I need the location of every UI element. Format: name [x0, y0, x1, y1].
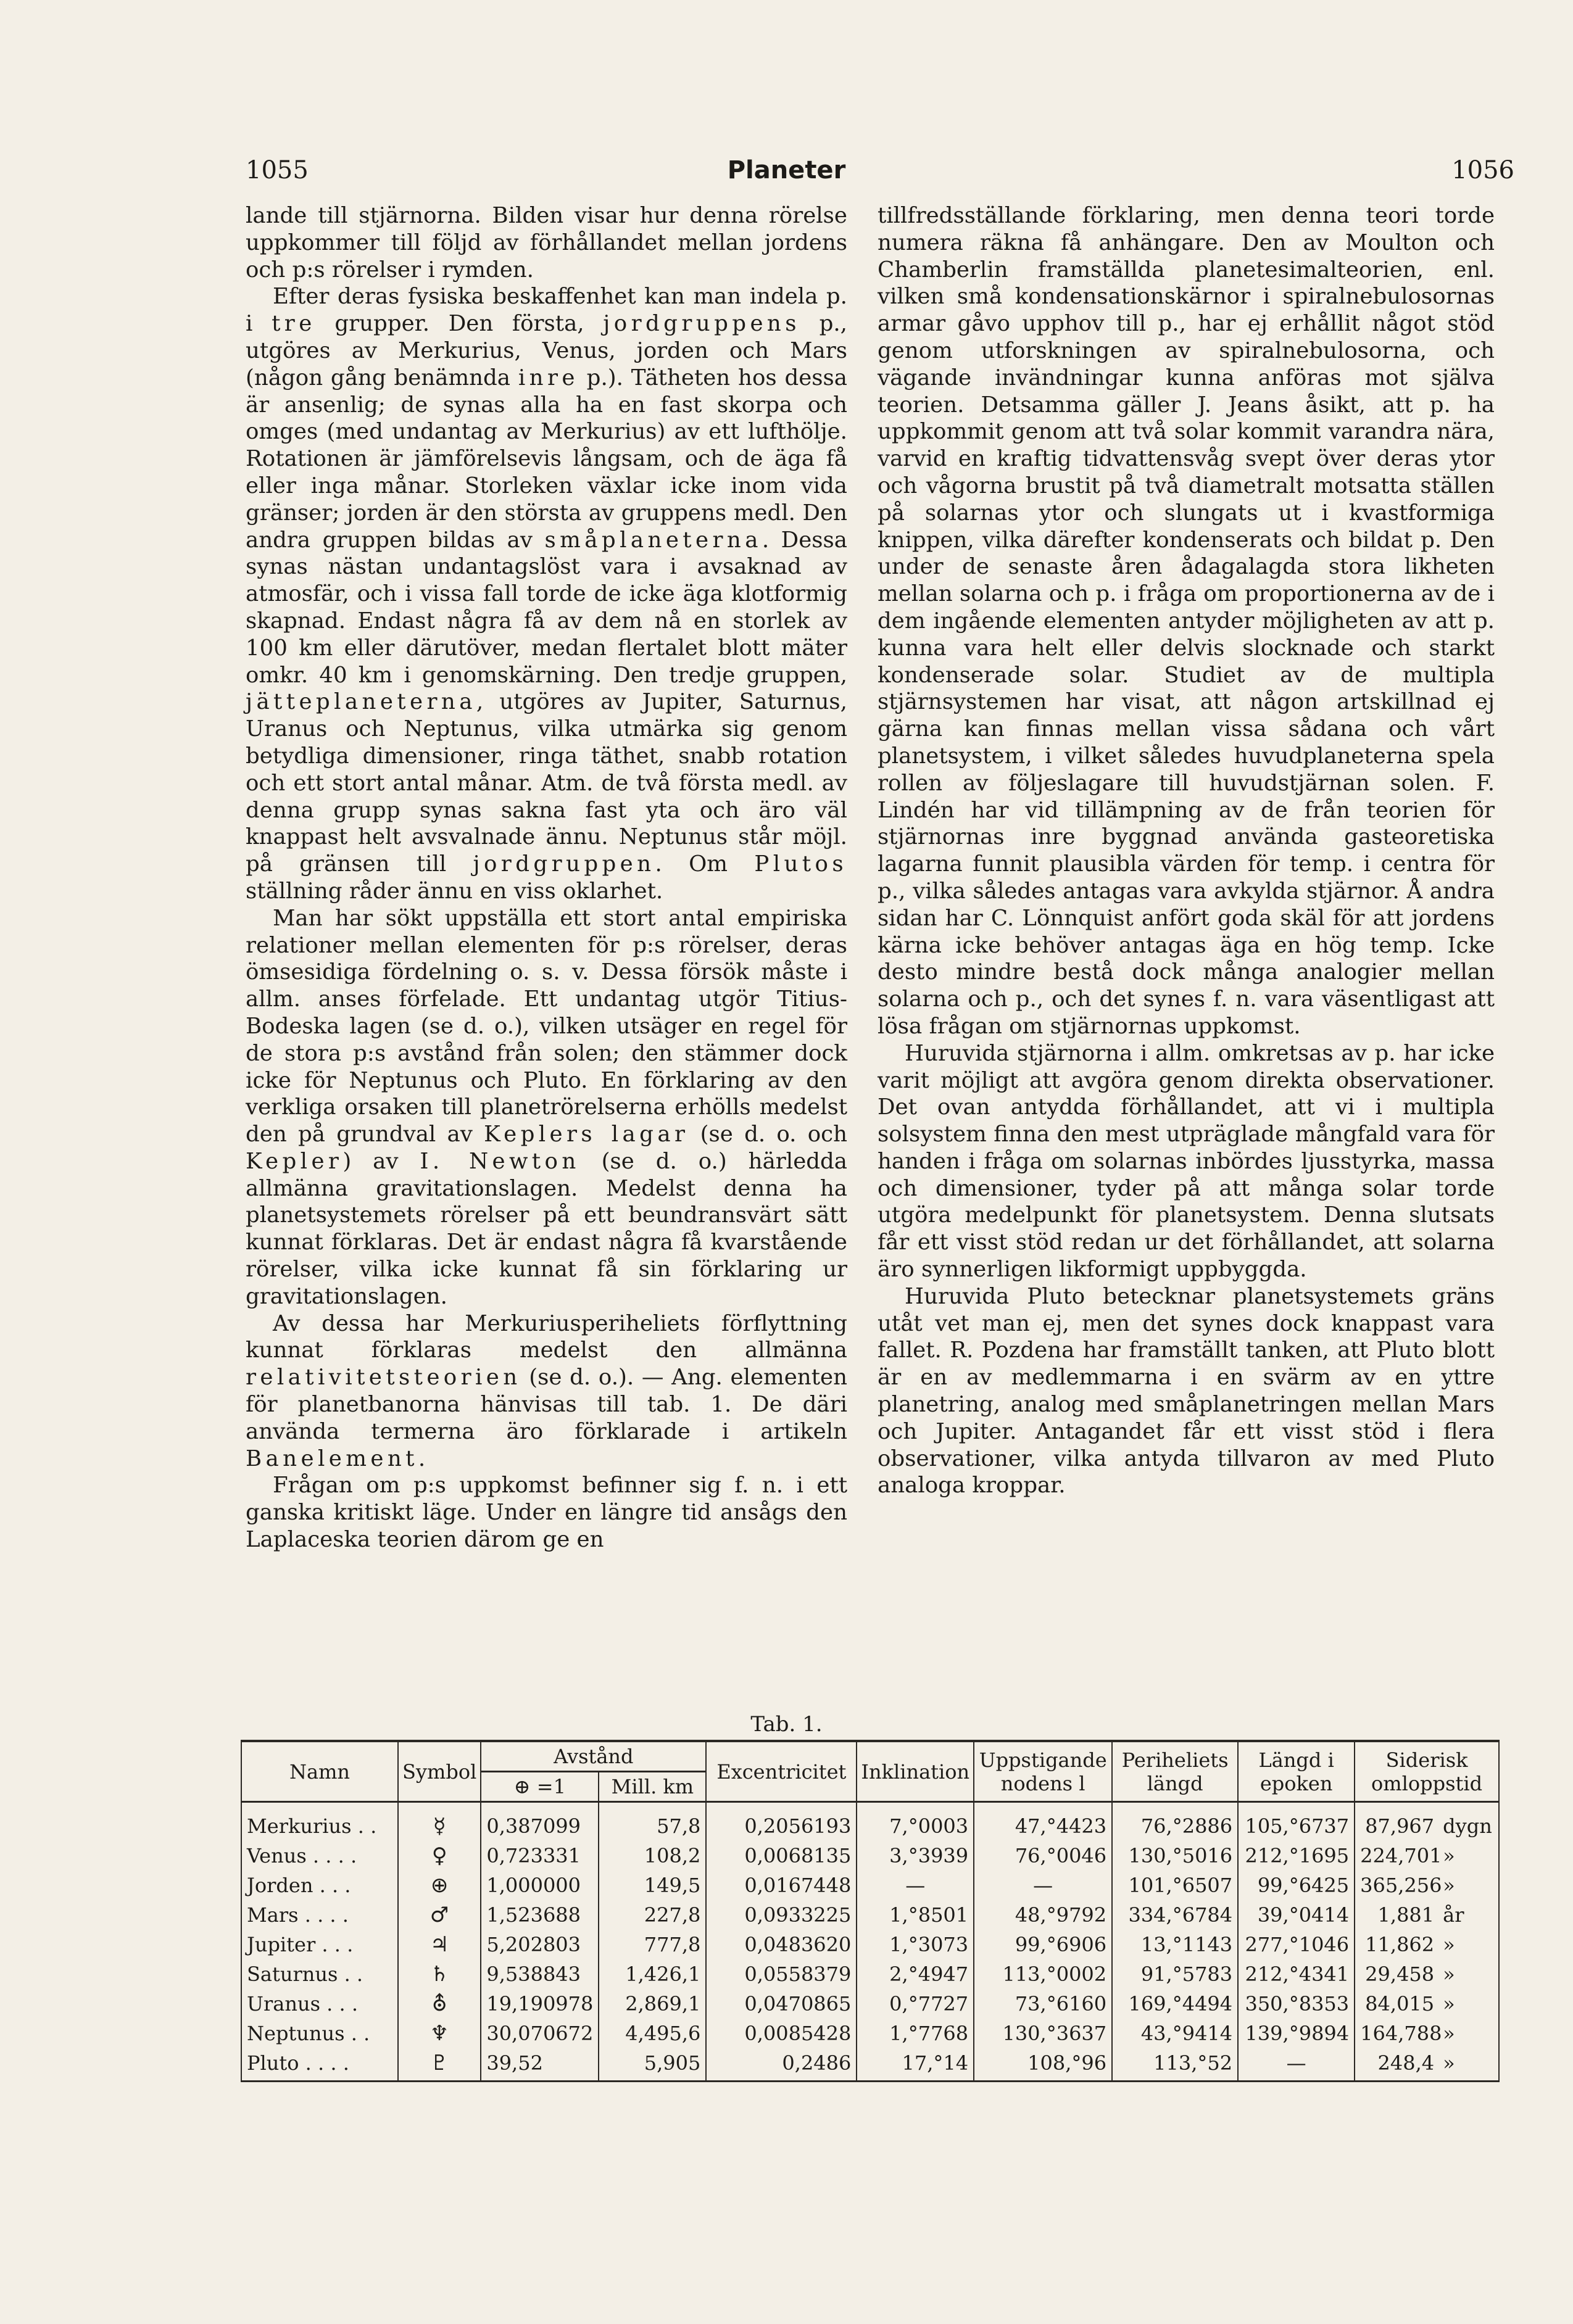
cell-km: 2,869,1	[599, 1989, 706, 2019]
cell-name: Venus . . . .	[241, 1841, 398, 1871]
table-row	[241, 1989, 1499, 2019]
cell-period: 1,881 år	[1355, 1900, 1499, 1930]
cell-lon: 39,°0414	[1238, 1900, 1355, 1930]
header-period: Siderisk omloppstid	[1355, 1741, 1499, 1802]
paragraph: Av dessa har Merkuriusperiheliets förflyttning kunnat förklaras medelst den allmänna relativitetsteorien (se d. o.). — Ang. elementen för planetbanorna hänvisas till tab. 1. De däri använda termerna äro förklarade i artikeln Banelement.	[246, 1310, 847, 1471]
cell-period: 365,256»	[1355, 1871, 1499, 1900]
cell-peri: 334,°6784	[1112, 1900, 1238, 1930]
cell-inc: 2,°4947	[857, 1959, 974, 1989]
page-number-left: 1055	[246, 156, 309, 184]
paragraph: tillfredsställande förklaring, men denna teori torde numera räkna få anhängare. Den av Moulton och Chamberlin framställda planetesimalteorien, enl. vilken små kondensationskärnor i spiralnebulosornas armar gåvo upphov till p., har ej erhållit något stöd genom utforskningen av spiralnebulosorna, och vägande invändningar kunna anföras mot själva teorien. Detsamma gäller J. Jeans åsikt, att p. ha uppkommit genom att två solar kommit varandra nära, varvid en kraftig tidvattensvåg svept över deras ytor och vågorna brustit på två diametralt motsatta ställen på solarnas ytor och slungats ut i kvastformiga knippen, vilka därefter kondenserats och bildat p. Den under de senaste åren ådagalagda stora likheten mellan solarna och p. i fråga om proportionerna av de i dem ingående elementen antyder möjligheten av att p. kunna vara helt eller delvis slocknade och starkt kondenserade solar. Studiet av de multipla stjärnsystemen har visat, att någon artskillnad ej gärna kan finnas mellan vissa sådana och vårt planetsystem, i vilket således huvudplaneterna spela rollen av följeslagare till huvudstjärnan solen. F. Lindén har vid tillämpning av de från teorien för stjärnornas inre byggnad använda gasteoretiska lagarna funnit plausibla värden för temp. i centra för p., vilka således antagas vara avkylda stjärnor. Å andra sidan har C. Lönnquist anfört goda skäl för att jordens kärna icke behöver antagas äga en hög temp. Icke desto mindre bestå dock många analogier mellan solarna och p., och det synes f. n. vara väsentligast att lösa frågan om stjärnornas uppkomst.	[878, 203, 1495, 1039]
cell-au: 0,723331	[481, 1841, 599, 1871]
cell-inc: 7,°0003	[857, 1802, 974, 1842]
cell-period: 29,458 »	[1355, 1959, 1499, 1989]
cell-symbol: ⊕	[398, 1871, 481, 1900]
cell-peri: 91,°5783	[1112, 1959, 1238, 1989]
header-longitude: Längd i epoken	[1238, 1741, 1355, 1802]
cell-name: Uranus . . .	[241, 1989, 398, 2019]
cell-km: 4,495,6	[599, 2019, 706, 2048]
header-distance-au: ⊕ =1	[481, 1772, 599, 1802]
cell-inc: —	[857, 1871, 974, 1900]
cell-period: 248,4 »	[1355, 2048, 1499, 2082]
cell-symbol: ♀	[398, 1841, 481, 1871]
cell-name: Pluto . . . .	[241, 2048, 398, 2082]
cell-name: Mars . . . .	[241, 1900, 398, 1930]
left-column	[246, 202, 847, 1553]
cell-symbol: ♃	[398, 1930, 481, 1959]
cell-lon: 139,°9894	[1238, 2019, 1355, 2048]
cell-peri: 113,°52	[1112, 2048, 1238, 2082]
cell-name: Jorden . . .	[241, 1871, 398, 1900]
paragraph: Huruvida stjärnorna i allm. omkretsas av p. har icke varit möjligt att avgöra genom direkta observationer. Det ovan antydda förhållandet, att vi i multipla solsystem finna den mest utpräglade mångfald vara för handen i fråga om solarnas inbördes ljusstyrka, massa och dimensioner, tyder på att många solar torde utgöra medelpunkt för planetsystem. Denna slutsats får ett visst stöd redan ur det förhållandet, att solarna äro synnerligen likformigt uppbyggda.	[878, 1040, 1495, 1283]
cell-node: 99,°6906	[974, 1930, 1112, 1959]
cell-km: 1,426,1	[599, 1959, 706, 1989]
paragraph: Man har sökt uppställa ett stort antal empiriska relationer mellan elementen för p:s rörelser, deras ömsesidiga fördelning o. s. v. Dessa försök måste i allm. anses förfelade. Ett undantag utgör Titius-Bodeska lagen (se d. o.), vilken utsäger en regel för de stora p:s avstånd från solen; den stämmer dock icke för Neptunus och Pluto. En förklaring av den verkliga orsaken till planetrörelserna erhölls medelst den på grundval av Keplers lagar (se d. o. och Kepler) av I. Newton (se d. o.) härledda allmänna gravitationslagen. Medelst denna ha planetsystemets rörelser på ett beundransvärt sätt kunnat förklaras. Det är endast några få kvarstående rörelser, vilka icke kunnat få sin förklaring ur gravitationslagen.	[246, 905, 848, 1309]
cell-node: —	[974, 1871, 1112, 1900]
cell-inc: 3,°3939	[857, 1841, 974, 1871]
cell-peri: 169,°4494	[1112, 1989, 1238, 2019]
cell-km: 108,2	[599, 1841, 706, 1871]
cell-name: Neptunus . .	[241, 2019, 398, 2048]
cell-au: 39,52	[481, 2048, 599, 2082]
cell-lon: 277,°1046	[1238, 1930, 1355, 1959]
cell-lon: 212,°4341	[1238, 1959, 1355, 1989]
paragraph: lande till stjärnorna. Bilden visar hur denna rörelse uppkommer till följd av förhållandet mellan jordens och p:s rörelser i rymden.	[246, 203, 847, 283]
cell-node: 113,°0002	[974, 1959, 1112, 1989]
table-row	[241, 1959, 1499, 1989]
cell-node: 130,°3637	[974, 2019, 1112, 2048]
cell-inc: 1,°3073	[857, 1930, 974, 1959]
cell-name: Saturnus . .	[241, 1959, 398, 1989]
table-caption: Tab. 1.	[750, 1712, 823, 1737]
cell-name: Jupiter . . .	[241, 1930, 398, 1959]
cell-ecc: 0,0470865	[706, 1989, 857, 2019]
cell-node: 47,°4423	[974, 1802, 1112, 1842]
right-column	[878, 202, 1495, 1499]
header-eccentricity: Excentricitet	[706, 1741, 857, 1802]
cell-peri: 130,°5016	[1112, 1841, 1238, 1871]
cell-lon: —	[1238, 2048, 1355, 2082]
header-distance: Avstånd	[481, 1741, 706, 1772]
cell-lon: 105,°6737	[1238, 1802, 1355, 1842]
page-number-right: 1056	[1451, 156, 1514, 184]
table-row	[241, 1871, 1499, 1900]
cell-period: 84,015 »	[1355, 1989, 1499, 2019]
cell-inc: 17,°14	[857, 2048, 974, 2082]
cell-ecc: 0,0483620	[706, 1930, 857, 1959]
cell-symbol: ♂	[398, 1900, 481, 1930]
cell-lon: 212,°1695	[1238, 1841, 1355, 1871]
cell-symbol: ♆	[398, 2019, 481, 2048]
cell-ecc: 0,0558379	[706, 1959, 857, 1989]
header-node: Uppstigande nodens l	[974, 1741, 1112, 1802]
cell-period: 224,701»	[1355, 1841, 1499, 1871]
cell-au: 19,190978	[481, 1989, 599, 2019]
header-perihelion: Periheliets längd	[1112, 1741, 1238, 1802]
cell-km: 227,8	[599, 1900, 706, 1930]
table-row	[241, 2019, 1499, 2048]
cell-node: 76,°0046	[974, 1841, 1112, 1871]
paragraph: Frågan om p:s uppkomst befinner sig f. n. i ett ganska kritiskt läge. Under en längre tid ansågs den Laplaceska teorien därom ge en	[246, 1473, 847, 1553]
cell-peri: 43,°9414	[1112, 2019, 1238, 2048]
cell-symbol: ⛢	[398, 1989, 481, 2019]
cell-symbol: ☿	[398, 1802, 481, 1842]
page-header	[0, 152, 1573, 189]
cell-node: 48,°9792	[974, 1900, 1112, 1930]
cell-peri: 101,°6507	[1112, 1871, 1238, 1900]
table-row	[241, 1900, 1499, 1930]
cell-km: 57,8	[599, 1802, 706, 1842]
cell-ecc: 0,0167448	[706, 1871, 857, 1900]
paragraph: Efter deras fysiska beskaffenhet kan man indela p. i tre grupper. Den första, jordgruppens p., utgöres av Merkurius, Venus, jorden och Mars (någon gång benämnda inre p.). Tätheten hos dessa är ansenlig; de synas alla ha en fast skorpa och omges (med undantag av Merkurius) av ett lufthölje. Rotationen är jämförelsevis långsam, och de äga få eller inga månar. Storleken växlar icke inom vida gränser; jorden är den största av gruppens medl. Den andra gruppen bildas av småplaneterna. Dessa synas nästan undantagslöst vara i avsaknad av atmosfär, och i vissa fall torde de icke äga klotformig skapnad. Endast några få av dem nå en storlek av 100 km eller därutöver, medan flertalet blott mäter omkr. 40 km i genomskärning. Den tredje gruppen, jätteplaneterna, utgöres av Jupiter, Saturnus, Uranus och Neptunus, vilka utmärka sig genom betydliga dimensioner, ringa täthet, snabb rotation och ett stort antal månar. Atm. de två första medl. av denna grupp synas sakna fast yta och äro väl knappast helt avsvalnade ännu. Neptunus står möjl. på gränsen till jordgruppen. Om Plutos ställning råder ännu en viss oklarhet.	[246, 284, 847, 904]
cell-ecc: 0,0933225	[706, 1900, 857, 1930]
cell-name: Merkurius . .	[241, 1802, 398, 1842]
cell-lon: 350,°8353	[1238, 1989, 1355, 2019]
cell-peri: 13,°1143	[1112, 1930, 1238, 1959]
cell-period: 11,862 »	[1355, 1930, 1499, 1959]
cell-symbol: ♇	[398, 2048, 481, 2082]
cell-symbol: ♄	[398, 1959, 481, 1989]
cell-km: 5,905	[599, 2048, 706, 2082]
cell-km: 149,5	[599, 1871, 706, 1900]
running-title: Planeter	[727, 156, 846, 184]
cell-inc: 0,°7727	[857, 1989, 974, 2019]
cell-ecc: 0,2486	[706, 2048, 857, 2082]
cell-au: 1,523688	[481, 1900, 599, 1930]
cell-au: 30,070672	[481, 2019, 599, 2048]
cell-au: 5,202803	[481, 1930, 599, 1959]
cell-ecc: 0,2056193	[706, 1802, 857, 1842]
table-row	[241, 1930, 1499, 1959]
cell-inc: 1,°8501	[857, 1900, 974, 1930]
table-row	[241, 1841, 1499, 1871]
cell-au: 1,000000	[481, 1871, 599, 1900]
cell-node: 108,°96	[974, 2048, 1112, 2082]
table-row	[241, 2048, 1499, 2082]
cell-peri: 76,°2886	[1112, 1802, 1238, 1842]
cell-inc: 1,°7768	[857, 2019, 974, 2048]
table-row	[241, 1802, 1499, 1842]
cell-ecc: 0,0085428	[706, 2019, 857, 2048]
header-name: Namn	[241, 1741, 398, 1802]
planet-elements-table	[241, 1740, 1500, 2082]
cell-period: 164,788»	[1355, 2019, 1499, 2048]
cell-ecc: 0,0068135	[706, 1841, 857, 1871]
paragraph: Huruvida Pluto betecknar planetsystemets gräns utåt vet man ej, men det synes dock knappast vara fallet. R. Pozdena har framställt tanken, att Pluto blott är en av medlemmarna i en svärm av en yttre planetring, analog med småplanetringen mellan Mars och Jupiter. Antagandet får ett visst stöd i flera observationer, vilka antyda tillvaron av med Pluto analoga kroppar.	[878, 1283, 1495, 1499]
cell-km: 777,8	[599, 1930, 706, 1959]
cell-au: 0,387099	[481, 1802, 599, 1842]
cell-period: 87,967 dygn	[1355, 1802, 1499, 1842]
header-inclination: Inklination	[857, 1741, 974, 1802]
cell-au: 9,538843	[481, 1959, 599, 1989]
header-symbol: Symbol	[398, 1741, 481, 1802]
header-distance-km: Mill. km	[599, 1772, 706, 1802]
cell-lon: 99,°6425	[1238, 1871, 1355, 1900]
cell-node: 73,°6160	[974, 1989, 1112, 2019]
